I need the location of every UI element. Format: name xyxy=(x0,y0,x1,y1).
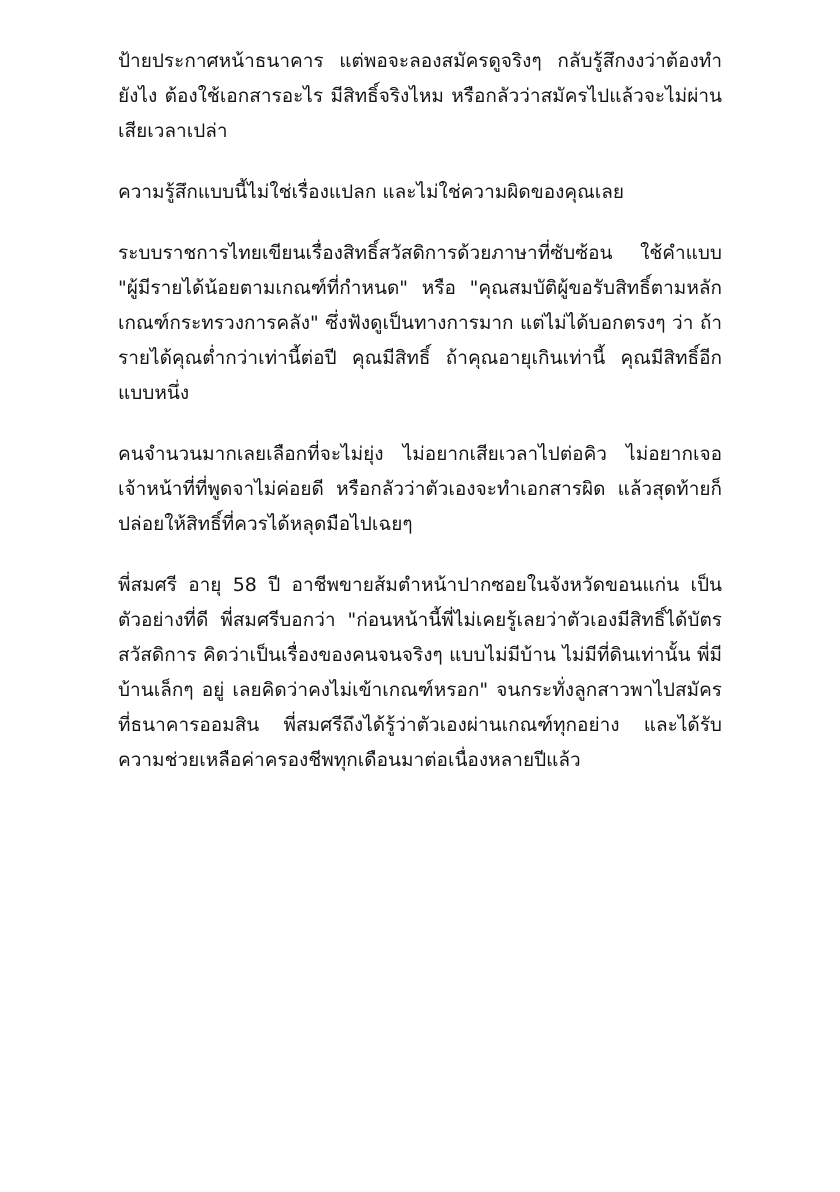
paragraph-bureaucracy: ระบบราชการไทยเขียนเรื่องสิทธิ์สวัสดิการด้วยภาษาที่ซับซ้อน ใช้คำแบบ "ผู้มีรายได้น้อยตามเกณฑ์ที่กำหนด" หรือ "คุณสมบัติผู้ขอรับสิทธิ์ตามหลักเกณฑ์กระทรวงการคลัง" ซึ่งฟังดูเป็นทางการมาก แต่ไม่ได้บอกตรงๆ ว่า ถ้ารายได้คุณต่ำกว่าเท่านี้ต่อปี คุณมีสิทธิ์ ถ้าคุณอายุเกินเท่านี้ คุณมีสิทธิ์อีกแบบหนึ่ง xyxy=(118,242,722,404)
paragraph-example-somsri: พี่สมศรี อายุ 58 ปี อาชีพขายส้มตำหน้าปากซอยในจังหวัดขอนแก่น เป็นตัวอย่างที่ดี พี่สมศรีบอกว่า "ก่อนหน้านี้พี่ไม่เคยรู้เลยว่าตัวเองมีสิทธิ์ได้บัตรสวัสดิการ คิดว่าเป็นเรื่องของคนจนจริงๆ แบบไม่มีบ้าน ไม่มีที่ดินเท่านั้น พี่มีบ้านเล็กๆ อยู่ เลยคิดว่าคงไม่เข้าเกณฑ์หรอก" จนกระทั่งลูกสาวพาไปสมัครที่ธนาคารออมสิน พี่สมศรีถึงได้รู้ว่าตัวเองผ่านเกณฑ์ทุกอย่าง และได้รับความช่วยเหลือค่าครองชีพทุกเดือนมาต่อเนื่องหลายปีแล้ว xyxy=(118,574,722,771)
paragraph-intro: ป้ายประกาศหน้าธนาคาร แต่พอจะลองสมัครดูจริงๆ กลับรู้สึกงงว่าต้องทำยังไง ต้องใช้เอกสารอะไร มีสิทธิ์จริงไหม หรือกลัวว่าสมัครไปแล้วจะไม่ผ่าน เสียเวลาเปล่า xyxy=(118,50,722,142)
paragraph-people-give-up: คนจำนวนมากเลยเลือกที่จะไม่ยุ่ง ไม่อยากเสียเวลาไปต่อคิว ไม่อยากเจอเจ้าหน้าที่ที่พูดจาไม่ค่อยดี หรือกลัวว่าตัวเองจะทำเอกสารผิด แล้วสุดท้ายก็ปล่อยให้สิทธิ์ที่ควรได้หลุดมือไปเฉยๆ xyxy=(118,443,722,535)
paragraph-reassurance: ความรู้สึกแบบนี้ไม่ใช่เรื่องแปลก และไม่ใช่ความผิดของคุณเลย xyxy=(118,181,625,203)
